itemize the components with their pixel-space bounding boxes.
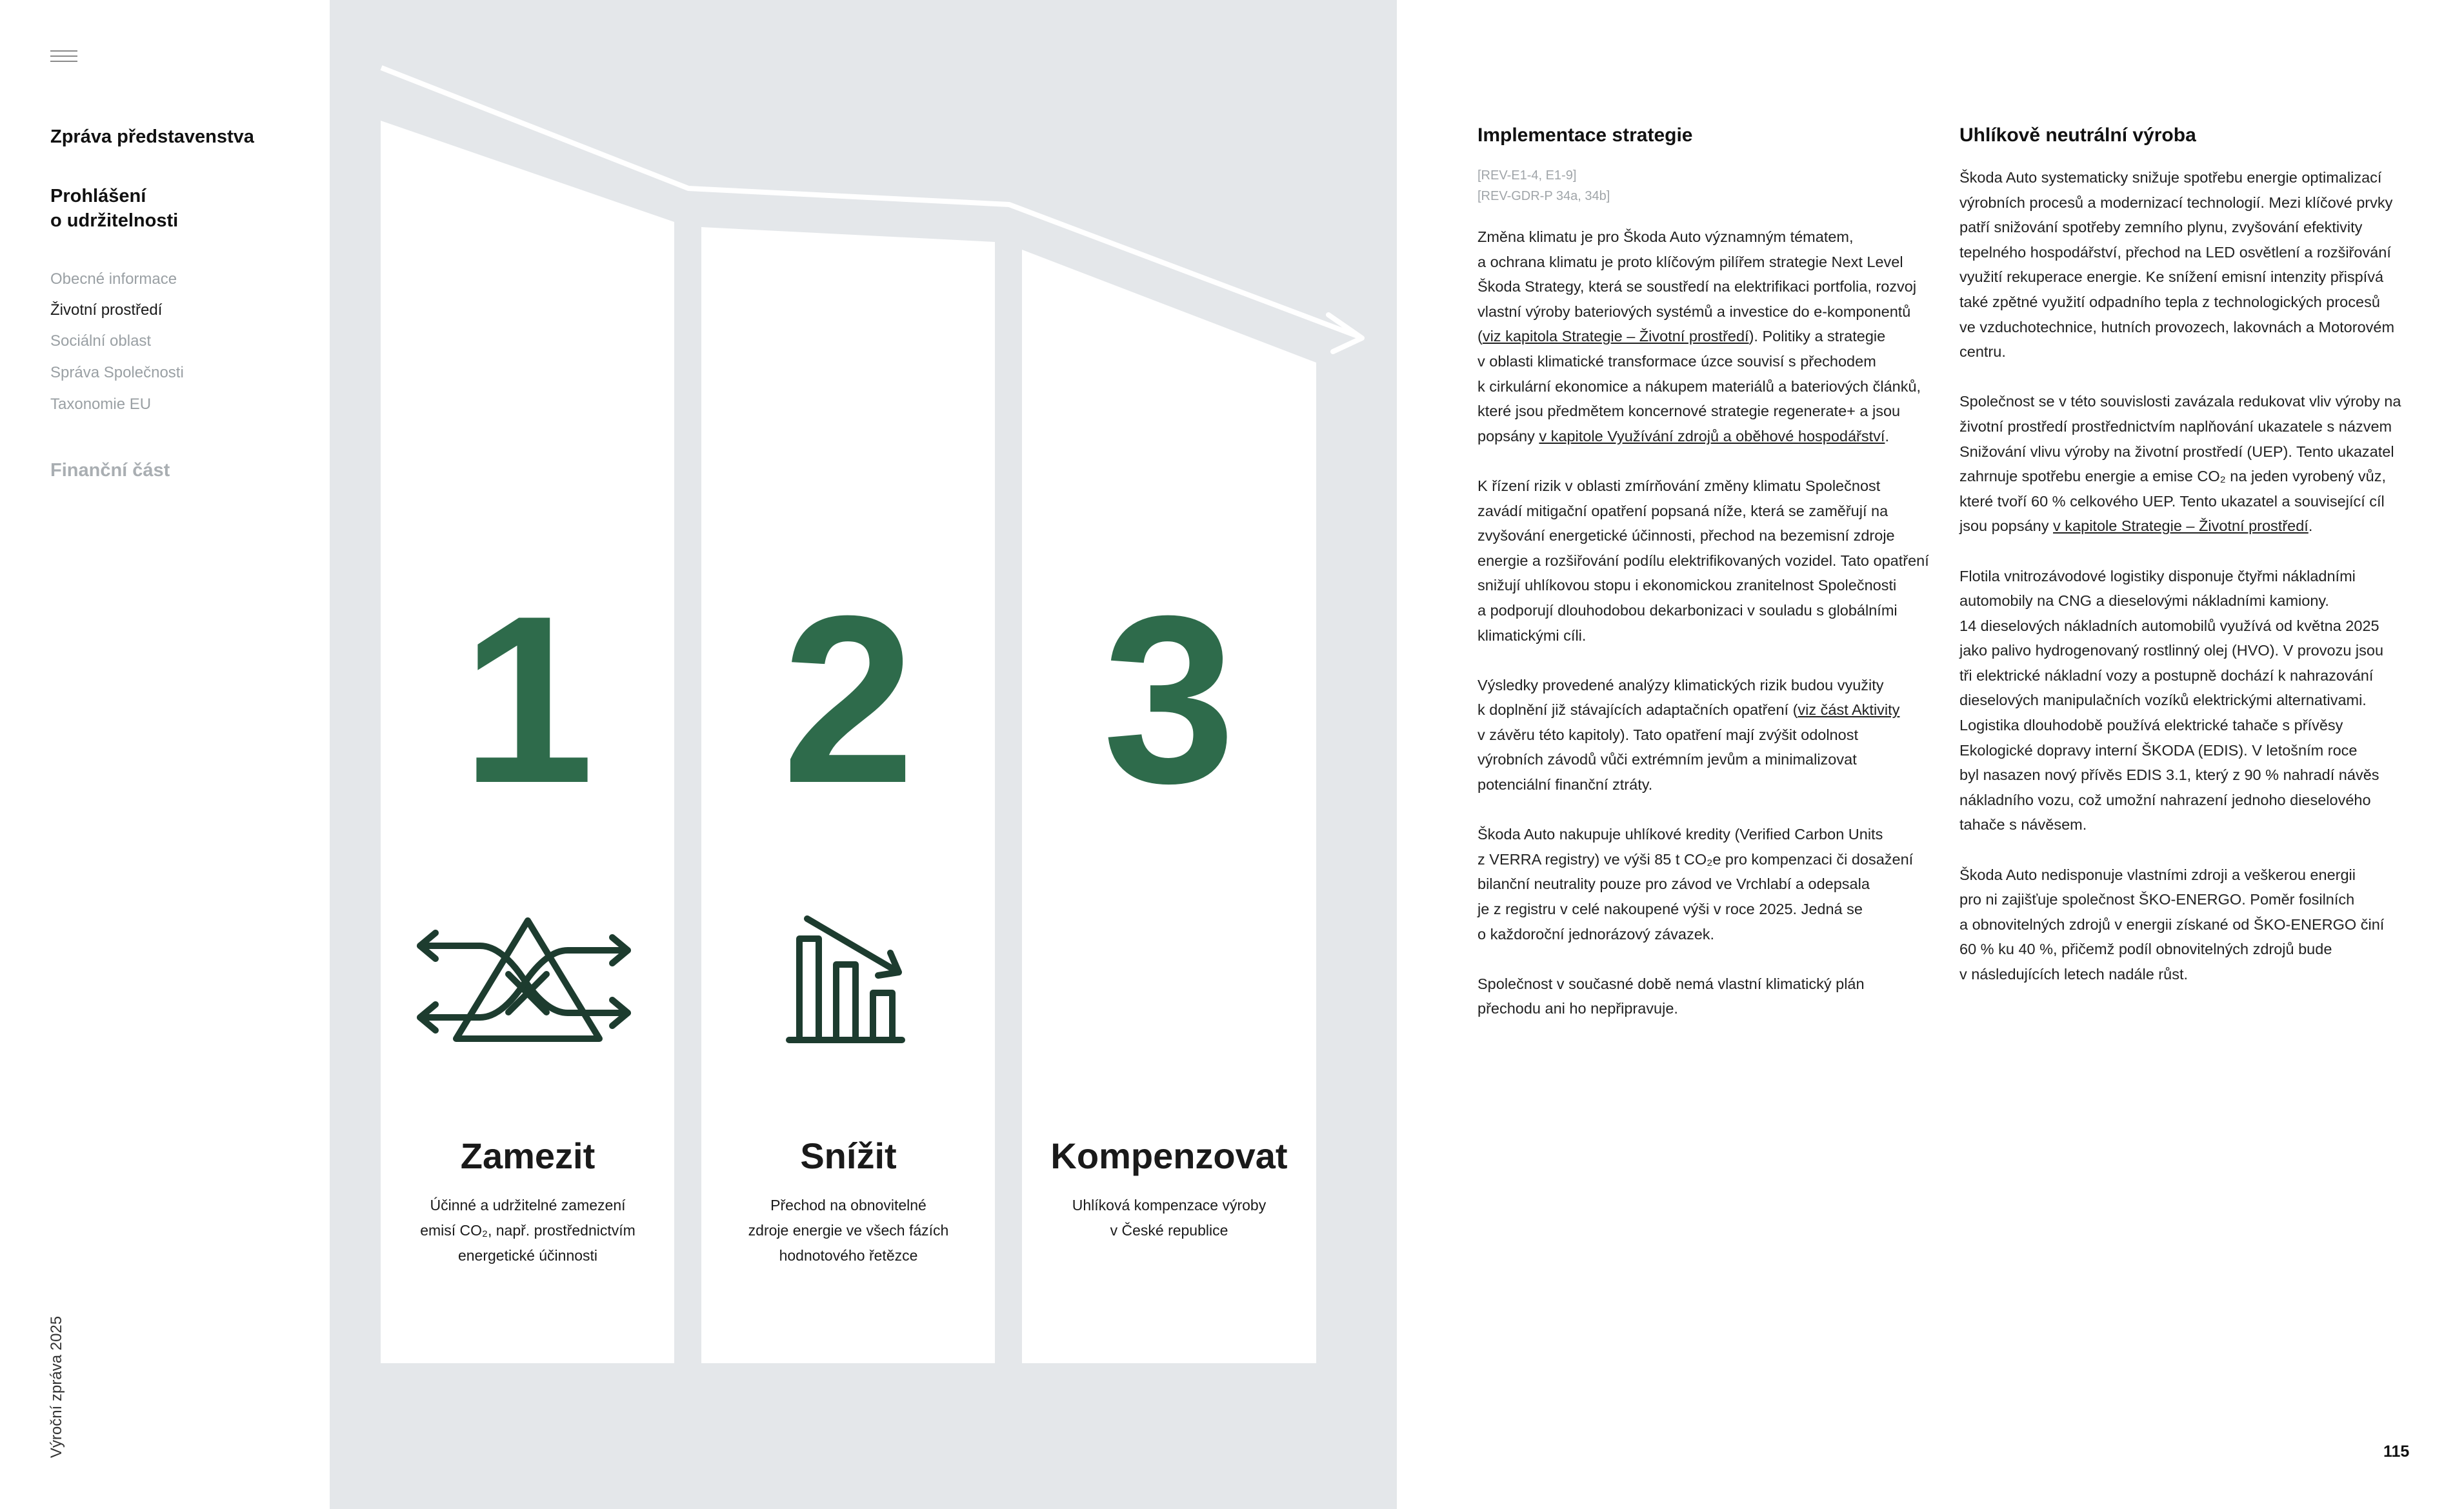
- implementation-refs: [REV-E1-4, E1-9] [REV-GDR-P 34a, 34b]: [1477, 168, 1610, 203]
- nav-financial[interactable]: Finanční část: [50, 460, 170, 481]
- card-2-title: Snížit: [800, 1135, 897, 1176]
- nav-sub-general[interactable]: Obecné informace: [50, 270, 177, 288]
- card-1-title: Zamezit: [460, 1135, 596, 1176]
- card-3-text: [1022, 1134, 1316, 1243]
- card-3-number: 3: [1103, 566, 1236, 833]
- implementation-column: [1477, 123, 1929, 1046]
- carbon-neutral-p4: Škoda Auto nedisponuje vlastními zdroji a veškerou energii pro ni zajišťuje společnost ŠKO-ENERGO. Poměr fosilních a obnovitelných zdrojů v energii získané od ŠKO-ENERGO činí 60 % ku 40 %, přičemž podíl obnovitelných zdrojů bude v následujících letech nadále růst.: [1959, 866, 2385, 983]
- p2-text-a: Společnost se v této souvislosti zavázala redukovat vliv výroby na životní prostředí prostřednictvím naplňování ukazatele s názvem Snižování vlivu výroby na životní prostředí (UEP). Tento ukazatel zahrnuje spotřebu energie a emise CO₂ na jeden vyrobený vůz, které tvoří 60 % celkového UEP. Tento ukazatel a související cíl jsou popsány: [1959, 393, 2401, 535]
- carbon-neutral-heading: Uhlíkově neutrální výroba: [1959, 125, 2196, 146]
- nav-board-report[interactable]: Zpráva představenstva: [50, 126, 254, 147]
- implementation-heading: Implementace strategie: [1477, 125, 1693, 146]
- card-1-desc: Účinné a udržitelné zamezení emisí CO₂, např. prostřednictvím energetické účinnosti: [420, 1197, 636, 1264]
- page-number: 115: [2383, 1443, 2410, 1461]
- menu-icon[interactable]: [50, 50, 77, 67]
- nav-sub-social[interactable]: Sociální oblast: [50, 332, 152, 350]
- strategy-panel: [330, 0, 1397, 1509]
- nav-sustainability-statement[interactable]: Prohlášení o udržitelnosti: [50, 186, 179, 231]
- nav-sub-governance[interactable]: Správa Společnosti: [50, 364, 184, 381]
- card-2-desc: Přechod na obnovitelné zdroje energie ve všech fázích hodnotového řetězce: [748, 1197, 949, 1264]
- p1-text-a: Změna klimatu je pro Škoda Auto významným tématem, a ochrana klimatu je proto klíčovým pilířem strategie Next Level Škoda Strategy, která se soustředí na elektrifikaci portfolia, rozvoj vlastní výroby bateriových systémů a investice do e-komponentů (: [1477, 228, 1917, 345]
- carbon-neutral-p3: Flotila vnitrozávodové logistiky disponuje čtyřmi nákladními automobily na CNG a dieselovými nákladními kamiony. 14 dieselových nákladních automobilů využívá od května 2025 jako palivo hydrogenovaný rostlinný olej (HVO). V provozu jsou tři elektrické nákladní vozy a postupně dochází k nahrazování dieselových manipulačních vozíků elektrickými alternativami. Logistika dlouhodobě používá elektrické tahače s přívěsy Ekologické dopravy interní ŠKODA (EDIS). V letošním roce byl nasazen nový přívěs EDIS 3.1, který z 90 % nahradí návěs nákladního vozu, což umožní nahrazení jednoho dieselového tahače s návěsem.: [1959, 567, 2384, 834]
- carbon-neutral-p2: [1959, 389, 2424, 539]
- card-1-number: 1: [461, 566, 594, 833]
- annual-report-label: Výroční zpráva 2025: [48, 1315, 65, 1458]
- p2-text-b: .: [2308, 517, 2313, 535]
- card-3-title: Kompenzovat: [1050, 1135, 1288, 1176]
- card-2-text: [701, 1134, 996, 1268]
- p1-text-c: .: [1885, 427, 1889, 445]
- card-1-text: [381, 1134, 675, 1268]
- implementation-p1: [1477, 225, 1929, 448]
- link-strategy-environment-2[interactable]: v kapitole Strategie – Životní prostředí: [2053, 517, 2309, 535]
- link-resource-use[interactable]: v kapitole Využívání zdrojů a oběhové hospodářství: [1539, 427, 1885, 445]
- p3-text-b: v závěru této kapitoly). Tato opatření mají zvýšit odolnost výrobních závodů vůči extrémním jevům a minimalizovat potenciální finanční ztráty.: [1477, 726, 1858, 794]
- link-strategy-environment[interactable]: viz kapitola Strategie – Životní prostředí: [1482, 328, 1749, 345]
- card-3-desc: Uhlíková kompenzace výroby v České republice: [1072, 1197, 1267, 1239]
- implementation-p4: Škoda Auto nakupuje uhlíkové kredity (Verified Carbon Units z VERRA registry) ve výši 85 t CO₂e pro kompenzaci či dosažení bilanční neutrality pouze pro závod ve Vrchlabí a odepsala je z registru v celé nakoupené výši v roce 2025. Jedná se o každoroční jednorázový závazek.: [1477, 826, 1914, 943]
- nav-sub-taxonomy[interactable]: Taxonomie EU: [50, 395, 152, 413]
- implementation-p5: Společnost v současné době nemá vlastní klimatický plán přechodu ani ho nepřipravuje.: [1477, 975, 1865, 1017]
- p3-text-a: Výsledky provedené analýzy klimatických rizik budou využity k doplnění již stávajících adaptačních opatření (: [1477, 676, 1884, 719]
- implementation-p2: K řízení rizik v oblasti zmírňování změny klimatu Společnost zavádí mitigační opatření popsaná níže, která se zaměřují na zvyšování energetické účinnosti, přechod na bezemisní zdroje energie a rozšiřování podílu elektrifikovaných vozidel. Tato opatření snižují uhlíkovou stopu i ekonomickou zranitelnost Společnosti a podporují dlouhodobou dekarbonizaci v souladu s globálními klimatickými cíli.: [1477, 477, 1929, 644]
- carbon-neutral-column: [1959, 123, 2424, 1012]
- implementation-p3: [1477, 673, 1929, 797]
- p1-text-b: ). Politiky a strategie v oblasti klimatické transformace úzce souvisí s přechodem k cirkulární ekonomice a nákupem materiálů a bateriových článků, které jsou předmětem koncernové strategie regenerate+ a jsou popsány: [1477, 328, 1921, 445]
- nav-sub-environment[interactable]: Životní prostředí: [50, 301, 163, 319]
- carbon-neutral-p1: Škoda Auto systematicky snižuje spotřebu energie optimalizací výrobních procesů a modernizací technologií. Mezi klíčové prvky patří snižování spotřeby zemního plynu, zvyšování efektivity tepelného hospodářství, přechod na LED osvětlení a rozšiřování využití rekuperace energie. Ke snížení emisní intenzity přispívá také zpětné využití odpadního tepla z technologických procesů ve vzduchotechnice, hutních provozech, lakovnách a Motorovém centru.: [1959, 169, 2395, 361]
- link-activities[interactable]: viz část Aktivity: [1798, 701, 1900, 719]
- card-2-number: 2: [782, 566, 915, 833]
